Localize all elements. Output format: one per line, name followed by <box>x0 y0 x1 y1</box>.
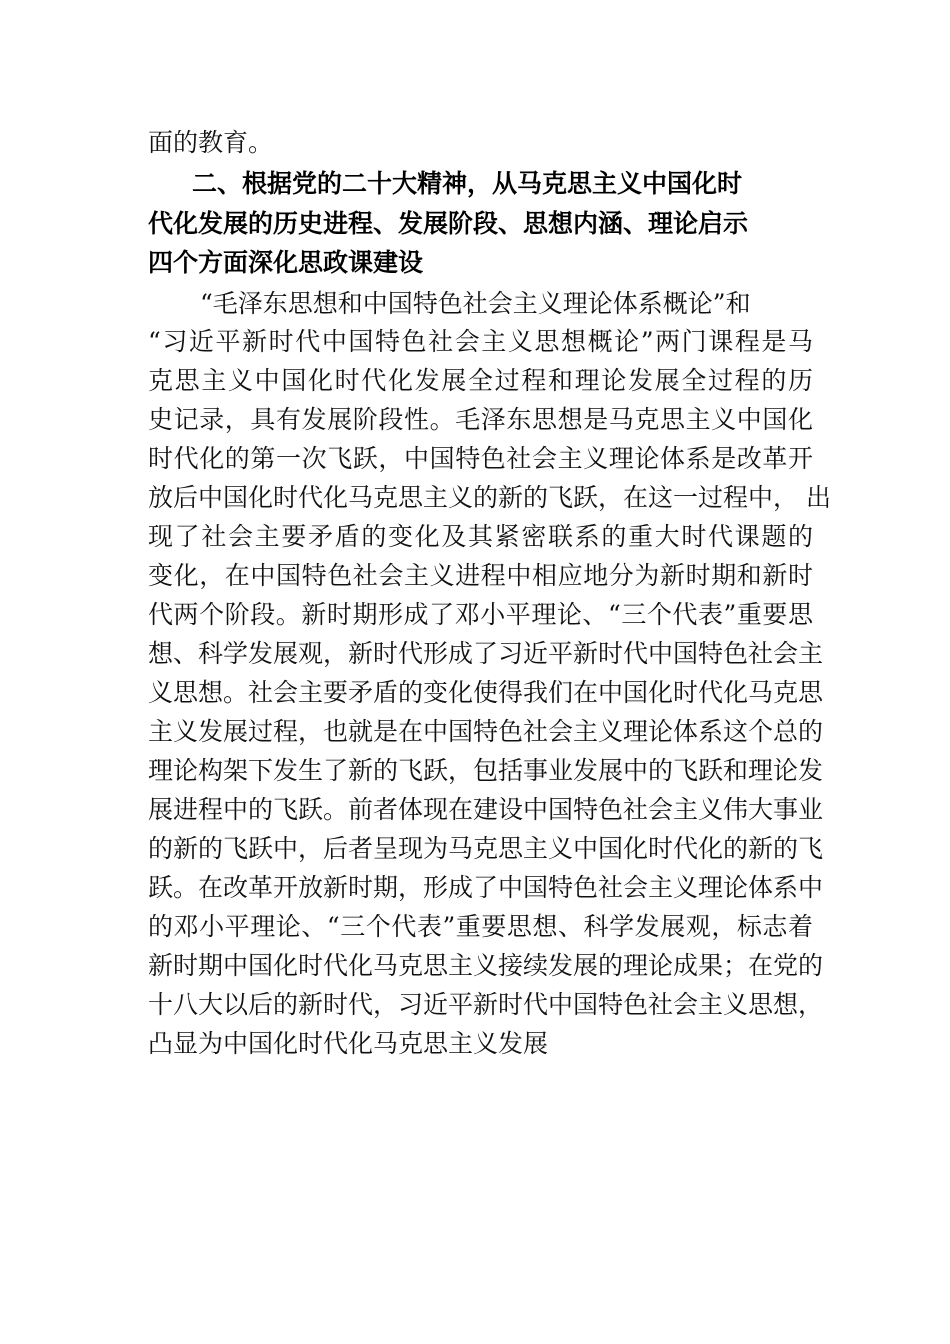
paragraph-line: 凸显为中国化时代化马克思主义发展 <box>148 1029 549 1058</box>
section-heading-line-2: 代化发展的历史进程、发展阶段、思想内涵、理论启示 <box>148 209 749 238</box>
paragraph-line: 代两个阶段。新时期形成了邓小平理论、“三个代表”重要思 <box>148 600 813 629</box>
section-heading-line-1: 二、根据党的二十大精神，从马克思主义中国化时 <box>192 169 743 198</box>
paragraph-line: 主义发展过程，也就是在中国特色社会主义理论体系这个总的 <box>148 717 824 746</box>
paragraph-line: 克思主义中国化时代化发展全过程和理论发展全过程的历 <box>148 366 813 395</box>
paragraph-line: 的邓小平理论、“三个代表”重要思想、科学发展观，标志着 <box>148 912 813 941</box>
paragraph-line: 史记录，具有发展阶段性。毛泽东思想是马克思主义中国化 <box>148 405 813 434</box>
lead-line: 面的教育。 <box>148 128 274 157</box>
section-heading-line-3: 四个方面深化思政课建设 <box>148 248 424 277</box>
paragraph-line: 想、科学发展观，新时代形成了习近平新时代中国特色社会主 <box>148 639 824 668</box>
paragraph-line: 的新的飞跃中，后者呈现为马克思主义中国化时代化的新的飞 <box>148 834 824 863</box>
paragraph-line: 十八大以后的新时代，习近平新时代中国特色社会主义思想， <box>148 990 824 1019</box>
paragraph-line: 义思想。社会主要矛盾的变化使得我们在中国化时代化马克思 <box>148 678 824 707</box>
paragraph-line: 变化，在中国特色社会主义进程中相应地分为新时期和新时 <box>148 561 813 590</box>
paragraph-line: 时代化的第一次飞跃，中国特色社会主义理论体系是改革开 <box>148 444 813 473</box>
paragraph-line: 展进程中的飞跃。前者体现在建设中国特色社会主义伟大事业 <box>148 795 824 824</box>
paragraph-line: 新时期中国化时代化马克思主义接续发展的理论成果；在党的 <box>148 951 824 980</box>
paragraph-line: “毛泽东思想和中国特色社会主义理论体系概论”和 <box>200 289 751 318</box>
paragraph-line: “习近平新时代中国特色社会主义思想概论”两门课程是马 <box>148 327 813 356</box>
paragraph-line: 现了社会主要矛盾的变化及其紧密联系的重大时代课题的 <box>148 522 813 551</box>
paragraph-line: 理论构架下发生了新的飞跃，包括事业发展中的飞跃和理论发 <box>148 756 824 785</box>
paragraph-line: 放后中国化时代化马克思主义的新的飞跃，在这一过程中， 出 <box>148 483 831 512</box>
paragraph-line: 跃。在改革开放新时期，形成了中国特色社会主义理论体系中 <box>148 873 824 902</box>
